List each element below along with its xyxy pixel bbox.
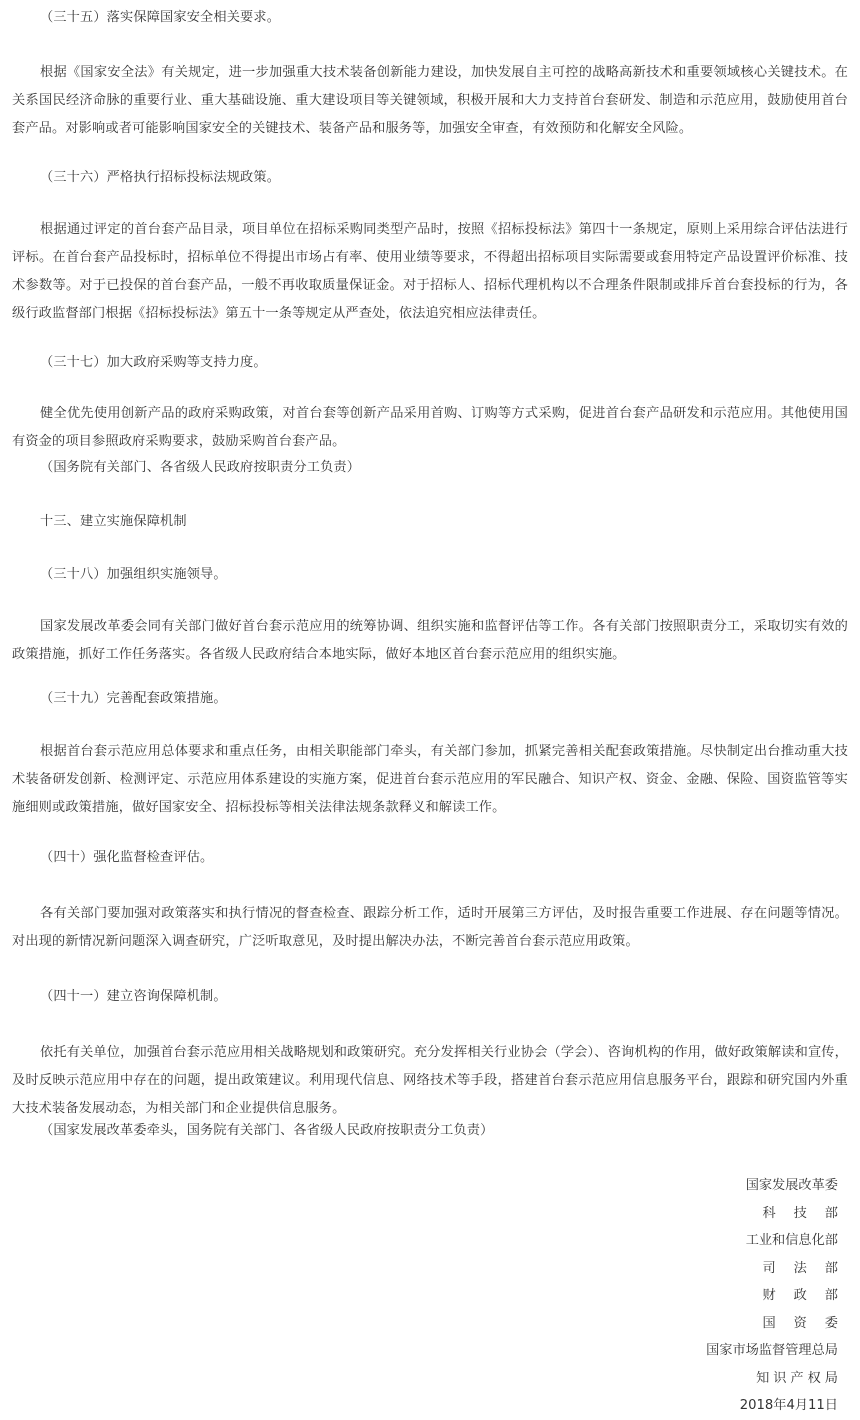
paragraph-39: 根据首台套示范应用总体要求和重点任务，由相关职能部门牵头，有关部门参加，抓紧完善相关配套政策措施。尽快制定出台推动重大技术装备研发创新、检测评定、示范应用体系建设的实施方案，促进首台套示范应用的军民融合、知识产权、资金、金融、保险、国资监管等实施细则或政策措施，做好国家安全、招标投标等相关法律法规条款释义和解读工作。 [12, 744, 848, 815]
chapter-heading-13: 十三、建立实施保障机制 [40, 514, 187, 529]
section-heading-36: （三十六）严格执行招标投标法规政策。 [40, 170, 281, 185]
issuer-moj: 司法部 [762, 1260, 856, 1276]
issuer-mof: 财政部 [762, 1288, 856, 1303]
responsibility-note-37: （国务院有关部门、各省级人民政府按职责分工负责） [40, 460, 361, 475]
issuer-samr: 国家市场监督管理总局 [706, 1343, 838, 1358]
issuer-cnipa: 知识产权局 [756, 1370, 842, 1386]
responsibility-note-41: （国家发展改革委牵头，国务院有关部门、各省级人民政府按职责分工负责） [40, 1123, 494, 1138]
paragraph-35: 根据《国家安全法》有关规定，进一步加强重大技术装备创新能力建设，加快发展自主可控的战略高新技术和重要领域核心关键技术。在关系国民经济命脉的重要行业、重大基础设施、重大建设项目等关键领域，积极开展和大力支持首台套研发、制造和示范应用，鼓励使用首台套产品。对影响或者可能影响国家安全的关键技术、装备产品和服务等，加强安全审查，有效预防和化解安全风险。 [12, 65, 848, 136]
section-heading-38: （三十八）加强组织实施领导。 [40, 567, 227, 582]
issuer-miit: 工业和信息化部 [745, 1233, 838, 1248]
signature-block [706, 1172, 856, 1420]
section-heading-39: （三十九）完善配套政策措施。 [40, 691, 227, 706]
issuer-ndrc: 国家发展改革委 [745, 1178, 838, 1193]
issuer-sasac: 国资委 [762, 1315, 856, 1331]
issuer-most: 科技部 [762, 1205, 856, 1221]
section-heading-41: （四十一）建立咨询保障机制。 [40, 989, 227, 1004]
paragraph-37: 健全优先使用创新产品的政府采购政策，对首台套等创新产品采用首购、订购等方式采购，促进首台套产品研发和示范应用。其他使用国有资金的项目参照政府采购要求，鼓励采购首台套产品。 [12, 406, 848, 449]
section-heading-40: （四十）强化监督检查评估。 [40, 850, 214, 865]
signature-date: 2018年4月11日 [739, 1398, 838, 1413]
paragraph-36: 根据通过评定的首台套产品目录，项目单位在招标采购同类型产品时，按照《招标投标法》第四十一条规定，原则上采用综合评估法进行评标。在首台套产品投标时，招标单位不得提出市场占有率、使用业绩等要求，不得超出招标项目实际需要或套用特定产品设置评价标准、技术参数等。对于已投保的首台套产品，一般不再收取质量保证金。对于招标人、招标代理机构以不合理条件限制或排斥首台套投标的行为，各级行政监督部门根据《招标投标法》第五十一条等规定从严查处，依法追究相应法律责任。 [12, 222, 848, 321]
paragraph-40: 各有关部门要加强对政策落实和执行情况的督查检查、跟踪分析工作，适时开展第三方评估，及时报告重要工作进展、存在问题等情况。对出现的新情况新问题深入调查研究，广泛听取意见，及时提出解决办法，不断完善首台套示范应用政策。 [12, 906, 848, 949]
paragraph-41: 依托有关单位，加强首台套示范应用相关战略规划和政策研究。充分发挥相关行业协会（学会）、咨询机构的作用，做好政策解读和宣传，及时反映示范应用中存在的问题，提出政策建议。利用现代信息、网络技术等手段，搭建首台套示范应用信息服务平台，跟踪和研究国内外重大技术装备发展动态，为相关部门和企业提供信息服务。 [12, 1045, 848, 1116]
section-heading-37: （三十七）加大政府采购等支持力度。 [40, 355, 267, 370]
section-heading-35: （三十五）落实保障国家安全相关要求。 [40, 10, 281, 25]
paragraph-38: 国家发展改革委会同有关部门做好首台套示范应用的统筹协调、组织实施和监督评估等工作。各有关部门按照职责分工，采取切实有效的政策措施，抓好工作任务落实。各省级人民政府结合本地实际，做好本地区首台套示范应用的组织实施。 [12, 619, 848, 662]
